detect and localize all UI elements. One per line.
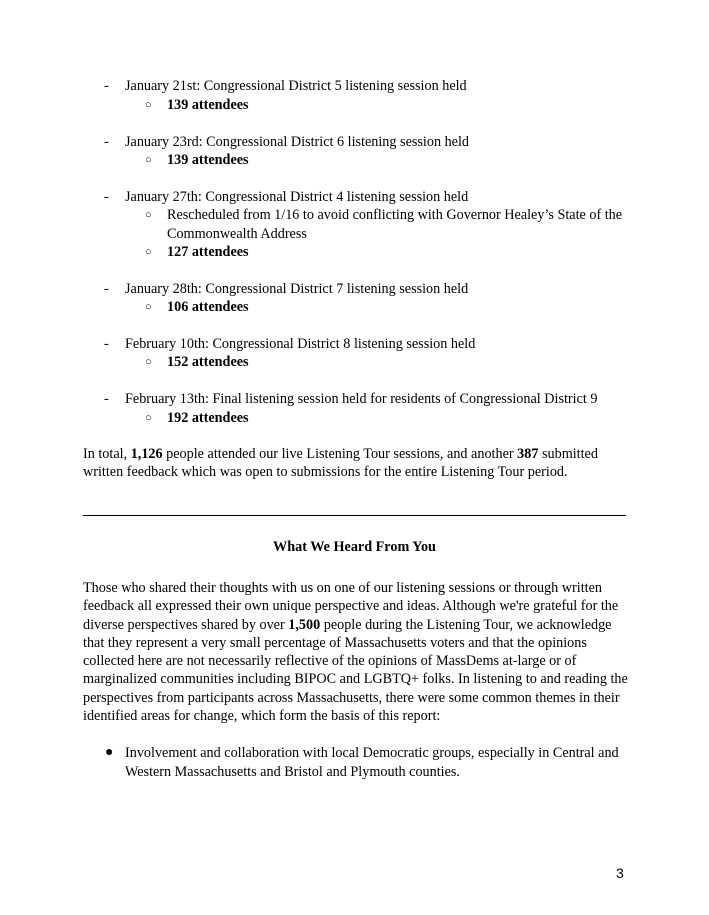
circle-bullet-icon: ○ <box>145 246 152 258</box>
text-run: people during the Listening Tour, we acknowledge <box>320 616 612 633</box>
session-text: February 13th: Final listening session held for residents of Congressional District 9 <box>125 391 598 407</box>
total-line-2: written feedback which was open to submissions for the entire Listening Tour period. <box>83 464 568 481</box>
session-text: January 28th: Congressional District 7 listening session held <box>125 281 469 297</box>
paragraph-line <box>83 616 628 634</box>
paragraph-line: identified areas for change, which form the basis of this report: <box>83 708 441 725</box>
total-line-1 <box>83 445 628 463</box>
paragraph-line: feedback all expressed their own unique perspective and ideas. Although we're grateful for the <box>83 598 619 615</box>
bullet-icon: ● <box>105 745 114 760</box>
horizontal-divider <box>83 515 626 516</box>
written-feedback-count: 387 <box>517 446 539 462</box>
session-text: January 27th: Congressional District 4 listening session held <box>125 189 469 205</box>
session-text: January 21st: Congressional District 5 listening session held <box>125 78 467 94</box>
section-paragraph <box>83 579 628 725</box>
theme-text-line2: Western Massachusetts and Bristol and Plymouth counties. <box>125 764 460 780</box>
dash-marker: - <box>104 281 109 297</box>
page-number: 3 <box>616 865 624 881</box>
section-heading: What We Heard From You <box>273 539 436 555</box>
attendee-count: 127 attendees <box>167 244 249 260</box>
theme-text-line1: Involvement and collaboration with local Democratic groups, especially in Central and <box>125 745 619 761</box>
text-run: In total, <box>83 446 131 462</box>
paragraph-line: collected here are not necessarily reflective of the opinions of MassDems at-large or of <box>83 653 577 670</box>
reschedule-note-line2: Commonwealth Address <box>167 226 307 242</box>
attendee-count: 139 attendees <box>167 97 249 113</box>
paragraph-line: marginalized communities including BIPOC and LGBTQ+ folks. In listening to and reading the <box>83 671 628 688</box>
dash-marker: - <box>104 189 109 205</box>
paragraph-line: perspectives from participants across Massachusetts, there were some common themes in their <box>83 689 620 706</box>
dash-marker: - <box>104 78 109 94</box>
people-count: 1,500 <box>288 616 321 633</box>
total-attendees: 1,126 <box>130 446 163 462</box>
dash-marker: - <box>104 336 109 352</box>
circle-bullet-icon: ○ <box>145 301 152 313</box>
session-text: February 10th: Congressional District 8 listening session held <box>125 336 476 352</box>
session-text: January 23rd: Congressional District 6 listening session held <box>125 134 470 150</box>
attendee-count: 152 attendees <box>167 354 249 370</box>
dash-marker: - <box>104 391 109 407</box>
total-paragraph <box>83 445 628 482</box>
circle-bullet-icon: ○ <box>145 356 152 368</box>
paragraph-line: Those who shared their thoughts with us on one of our listening sessions or through written <box>83 580 602 596</box>
attendee-count: 139 attendees <box>167 152 249 168</box>
attendee-count: 106 attendees <box>167 299 249 315</box>
reschedule-note-line1: Rescheduled from 1/16 to avoid conflicting with Governor Healey’s State of the <box>167 207 623 223</box>
text-run: submitted <box>538 446 598 462</box>
text-run: diverse perspectives shared by over <box>83 616 289 633</box>
circle-bullet-icon: ○ <box>145 209 152 221</box>
circle-bullet-icon: ○ <box>145 412 152 424</box>
text-run: people attended our live Listening Tour sessions, and another <box>162 446 518 462</box>
attendee-count: 192 attendees <box>167 410 249 426</box>
paragraph-line: that they represent a very small percentage of Massachusetts voters and that the opinions <box>83 634 587 651</box>
circle-bullet-icon: ○ <box>145 154 152 166</box>
dash-marker: - <box>104 134 109 150</box>
circle-bullet-icon: ○ <box>145 99 152 111</box>
